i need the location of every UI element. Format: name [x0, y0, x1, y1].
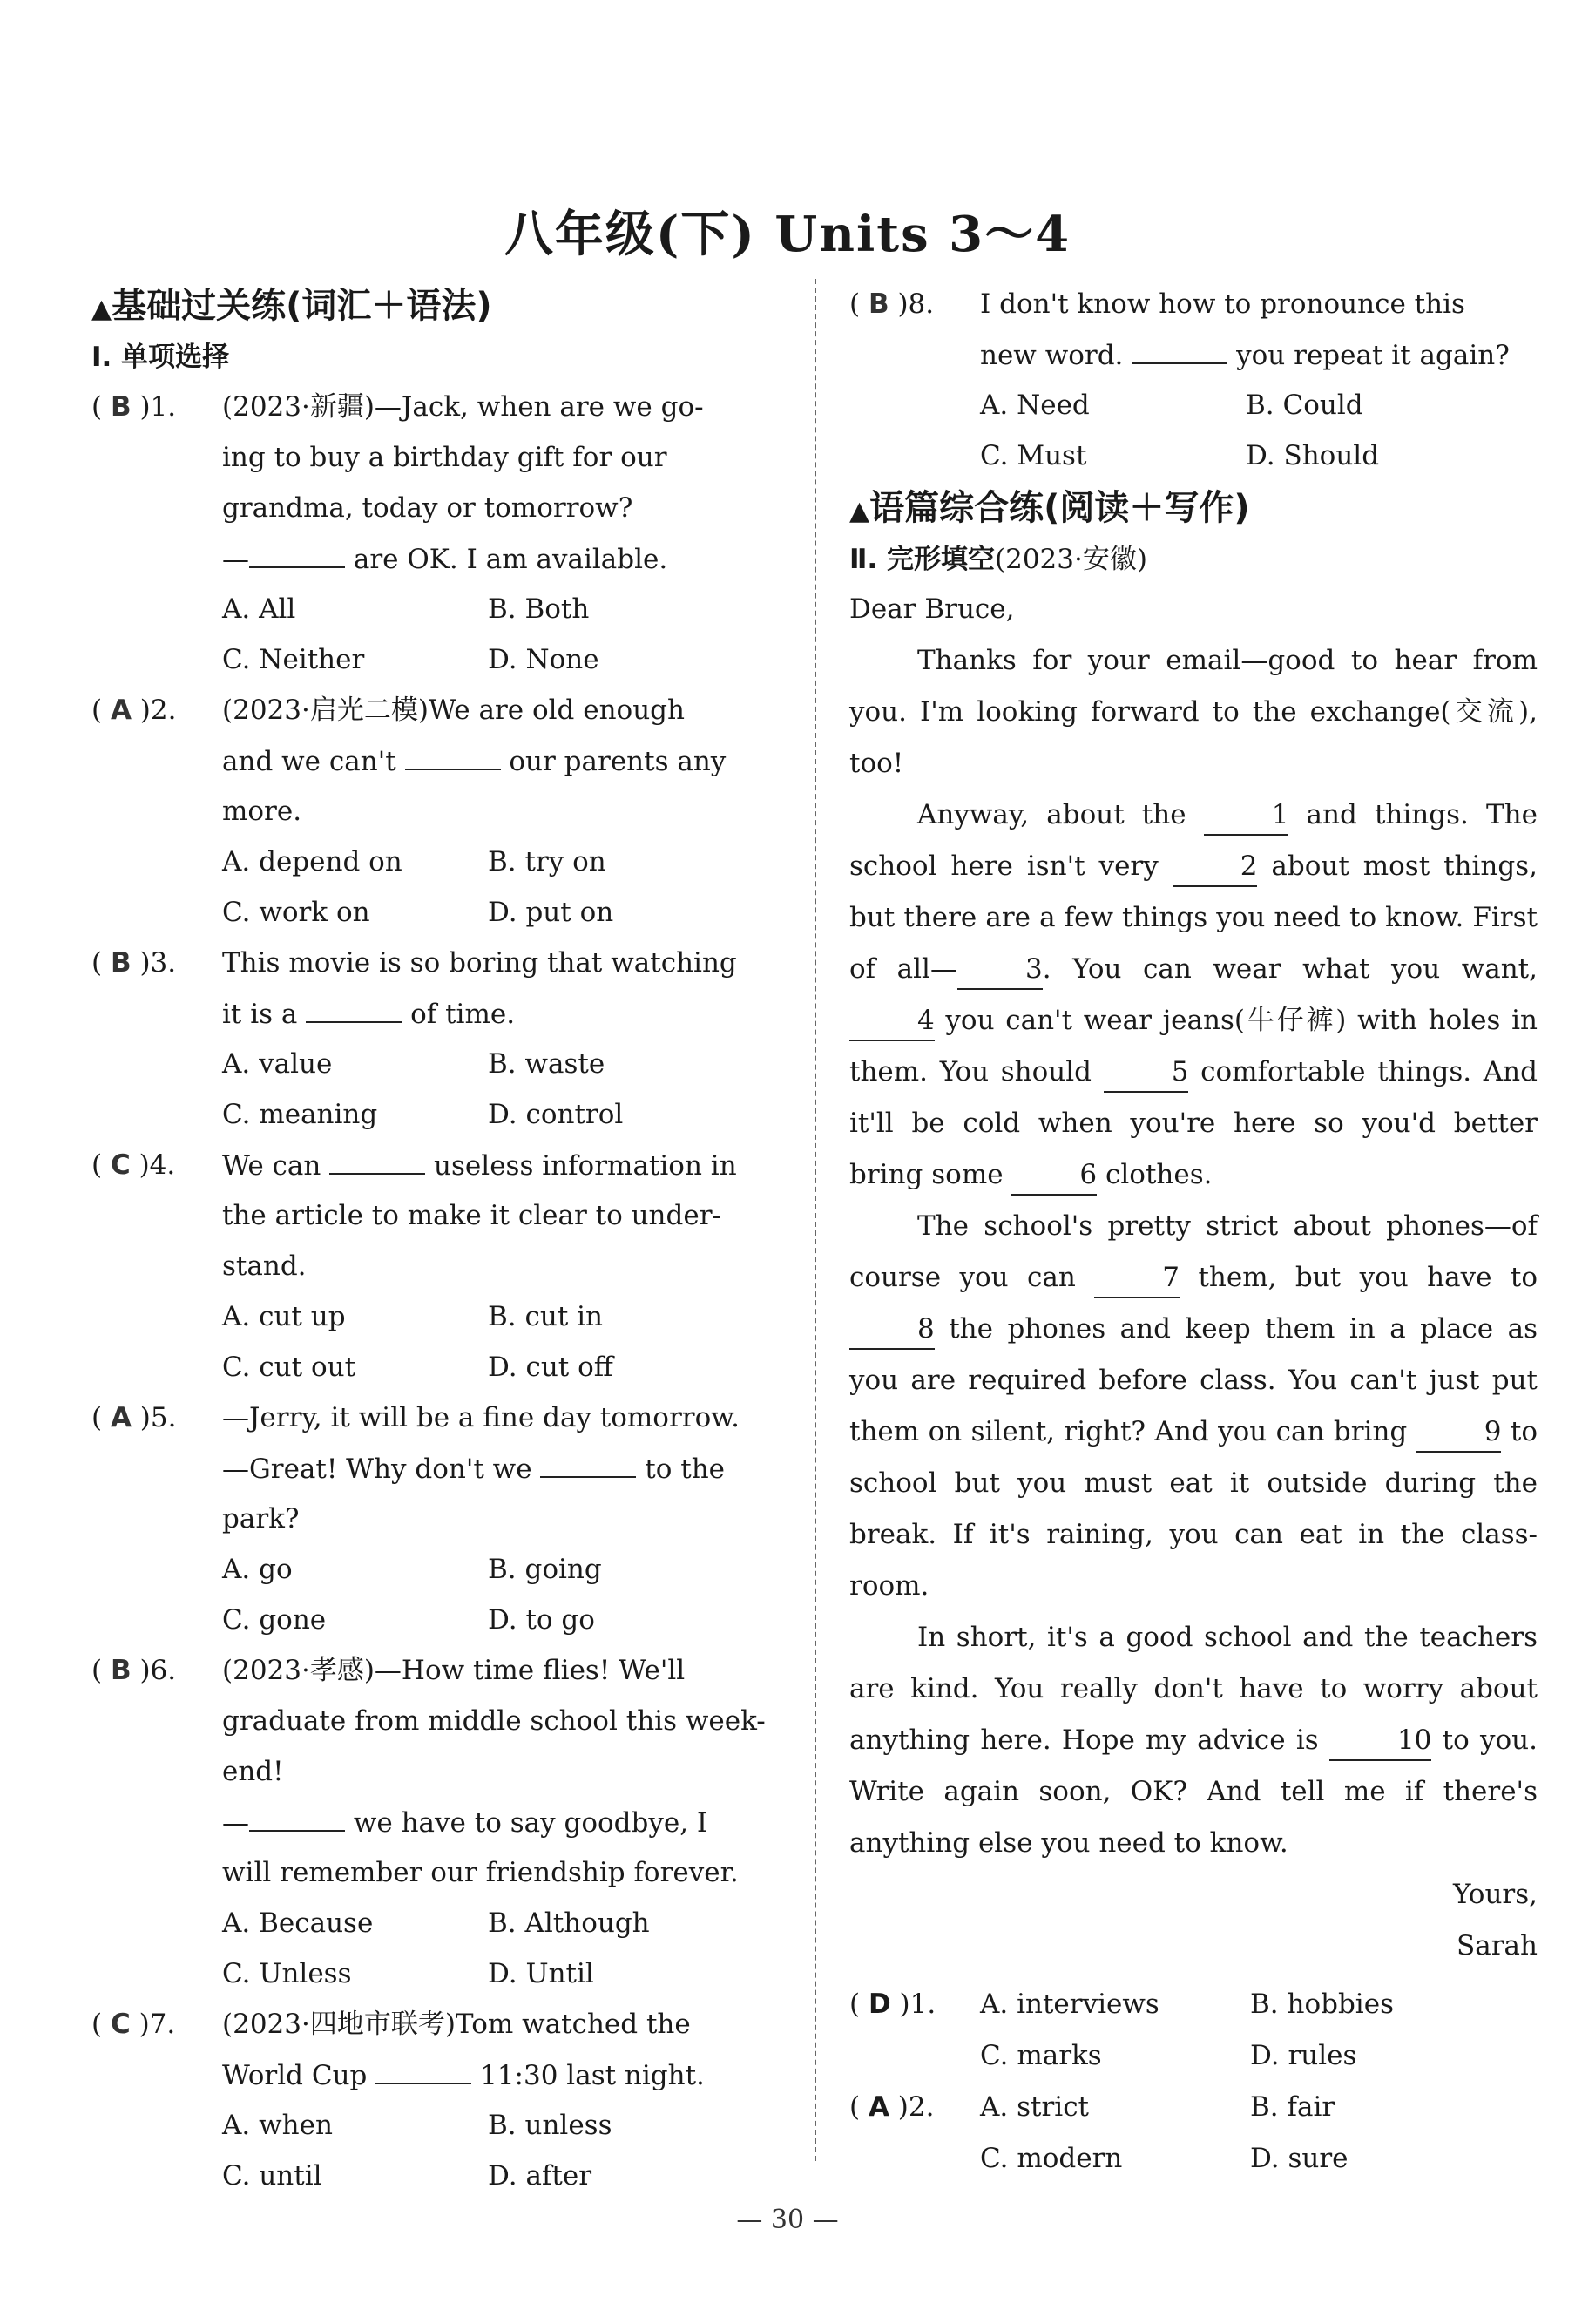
option: A. Because: [222, 1907, 374, 1939]
answer-blank: [375, 2050, 471, 2084]
part1-heading: Ⅰ. 单项选择: [91, 342, 230, 373]
question-list-continued: [849, 279, 1538, 481]
column-divider: [815, 279, 816, 2161]
part2-heading: Ⅱ. 完形填空(2023·安徽): [849, 544, 1147, 575]
question-list: [91, 382, 788, 2201]
option: D. put on: [488, 897, 614, 928]
left-column: [91, 279, 788, 2201]
question-item: [91, 1140, 788, 1392]
blank-3: 3: [957, 950, 1043, 990]
option-row: [222, 887, 788, 938]
letter-paragraph-2: Anyway, about the 1 and things. The school here isn't very 2 about most things, but there are a few things you need to know. First of all— 3. You can wear what you want, 4 you can't wear jeans(牛仔裤) with holes in them. You should 5 comfortable things. And it'll be cold when you're here so you'd better bring some 6 clothes.: [849, 789, 1538, 1201]
question-text: (2023·启光二模)We are old enough: [222, 694, 685, 726]
option-row: [222, 1039, 788, 1089]
answer-mark: ( A )2.: [91, 694, 177, 726]
option: D. cut off: [488, 1352, 613, 1383]
section-heading-reading: ▲语篇综合练(阅读＋写作): [849, 488, 1250, 528]
question-item: [91, 382, 788, 685]
answer-blank: [249, 1797, 345, 1832]
answer-mark: ( B )3.: [91, 947, 177, 979]
question-item: [91, 1645, 788, 1999]
option-row: [222, 1342, 788, 1392]
triangle-icon: ▲: [849, 496, 870, 526]
letter-paragraph-4: In short, it's a good school and the teachers are kind. You really don't have to worry about anything here. Hope my advice is 10 to you. Write again soon, OK? And tell me if there's anything else you need to know.: [849, 1622, 1538, 1859]
blank-10: 10: [1329, 1721, 1431, 1761]
question-text: (2023·孝感)—How time flies! We'll: [222, 1655, 686, 1686]
option-row: [980, 2082, 1538, 2133]
question-text: new word. you repeat it again?: [980, 329, 1538, 380]
option: B. going: [488, 1554, 602, 1585]
blank-2: 2: [1173, 847, 1258, 887]
right-column: [849, 279, 1538, 2185]
blank-8: 8: [849, 1310, 935, 1350]
answer-mark: ( C )4.: [91, 1149, 176, 1181]
question-item: [91, 1999, 788, 2201]
question-text: This movie is so boring that watching: [222, 947, 737, 979]
option-row: [222, 837, 788, 887]
option: B. waste: [488, 1048, 605, 1080]
option: A. interviews: [980, 1989, 1159, 2020]
question-item: [849, 279, 1538, 481]
option: B. Both: [488, 593, 590, 625]
option-row: [980, 2133, 1538, 2185]
answer-blank: [1132, 329, 1227, 364]
question-text: —Jerry, it will be a fine day tomorrow.: [222, 1402, 740, 1433]
option-row: [980, 380, 1538, 430]
blank-1: 1: [1204, 796, 1289, 836]
option: B. fair: [1250, 2091, 1335, 2123]
option: D. rules: [1250, 2040, 1357, 2071]
option: D. sure: [1250, 2143, 1349, 2174]
cloze-question: [849, 1979, 1538, 2082]
option-row: [222, 1291, 788, 1342]
question-text: park?: [222, 1503, 300, 1535]
option: A. value: [222, 1048, 333, 1080]
option-row: [222, 1544, 788, 1595]
option-row: [980, 1979, 1538, 2030]
option-row: [222, 1595, 788, 1645]
letter-closing: Yours,: [1453, 1879, 1538, 1910]
option: B. hobbies: [1250, 1989, 1394, 2020]
option: A. when: [222, 2110, 333, 2141]
option: D. Until: [488, 1958, 594, 1989]
option: D. None: [488, 644, 599, 675]
option: C. Neither: [222, 644, 365, 675]
question-text: more.: [222, 796, 302, 827]
option: D. to go: [488, 1604, 595, 1636]
blank-7: 7: [1094, 1258, 1180, 1298]
option: A. depend on: [222, 846, 402, 877]
option-row: [222, 1898, 788, 1948]
question-text: —Great! Why don't we to the: [222, 1443, 788, 1494]
option: A. cut up: [222, 1301, 346, 1332]
blank-6: 6: [1011, 1155, 1097, 1196]
answer-mark: ( C )7.: [91, 2009, 176, 2040]
letter-signature: Sarah: [1457, 1930, 1538, 1962]
letter-greeting: Dear Bruce,: [849, 593, 1015, 625]
blank-5: 5: [1104, 1053, 1189, 1093]
blank-4: 4: [849, 1001, 935, 1041]
option-row: [222, 2151, 788, 2201]
question-text: ing to buy a birthday gift for our: [222, 442, 667, 473]
question-text: graduate from middle school this week-: [222, 1705, 766, 1737]
question-text: grandma, today or tomorrow?: [222, 492, 633, 524]
answer-blank: [306, 988, 402, 1023]
triangle-icon: ▲: [91, 294, 112, 324]
option: A. go: [222, 1554, 293, 1585]
answer-mark: ( B )8.: [849, 288, 935, 320]
option: C. until: [222, 2160, 322, 2192]
option: A. strict: [980, 2091, 1090, 2123]
option: C. marks: [980, 2040, 1102, 2071]
option: D. after: [488, 2160, 592, 2192]
option: C. meaning: [222, 1099, 378, 1130]
page-title: 八年级(下) Units 3～4: [504, 206, 1071, 263]
option: B. unless: [488, 2110, 612, 2141]
question-text: stand.: [222, 1250, 307, 1282]
option-row: [222, 1948, 788, 1999]
section-heading-basic: ▲基础过关练(词汇＋语法): [91, 286, 492, 326]
question-text: and we can't our parents any: [222, 735, 788, 786]
option: D. Should: [1246, 440, 1380, 471]
question-text: will remember our friendship forever.: [222, 1857, 739, 1888]
option-row: [222, 1089, 788, 1140]
letter-paragraph-1: Thanks for your email—good to hear from you. I'm looking forward to the exchange(交流), too!: [849, 645, 1538, 779]
question-text: World Cup 11:30 last night.: [222, 2050, 788, 2100]
question-text: We can useless information in: [222, 1140, 788, 1190]
blank-9: 9: [1416, 1413, 1502, 1453]
option: C. modern: [980, 2143, 1123, 2174]
answer-mark: ( A )2.: [849, 2091, 935, 2123]
letter-paragraph-3: The school's pretty strict about phones—of course you can 7 them, but you have to 8 the phones and keep them in a place as you are required before class. You can't just put them on silent, right? And you can bring 9 to school but you must eat it outside during the break. If it's raining, you can eat in the class-room.: [849, 1210, 1538, 1602]
question-text: — are OK. I am available.: [222, 533, 788, 584]
question-text: it is a of time.: [222, 988, 788, 1039]
answer-mark: ( D )1.: [849, 1989, 936, 2020]
option: A. Need: [980, 390, 1090, 421]
question-text: I don't know how to pronounce this: [980, 288, 1465, 320]
option: B. cut in: [488, 1301, 604, 1332]
answer-blank: [249, 533, 345, 568]
option-row: [980, 2030, 1538, 2082]
page-number: — 30 —: [736, 2205, 839, 2235]
option-row: [222, 584, 788, 634]
answer-blank: [405, 735, 501, 770]
option: B. Although: [488, 1907, 650, 1939]
question-text: (2023·新疆)—Jack, when are we go-: [222, 391, 704, 423]
answer-mark: ( A )5.: [91, 1402, 177, 1433]
answer-mark: ( B )6.: [91, 1655, 177, 1686]
option: C. cut out: [222, 1352, 356, 1383]
answer-blank: [329, 1140, 425, 1175]
option: C. gone: [222, 1604, 327, 1636]
option: B. try on: [488, 846, 606, 877]
question-item: [91, 685, 788, 938]
option-row: [222, 634, 788, 685]
question-text: — we have to say goodbye, I: [222, 1797, 788, 1847]
answer-blank: [540, 1443, 636, 1478]
option: D. control: [488, 1099, 624, 1130]
answer-mark: ( B )1.: [91, 391, 177, 423]
question-text: (2023·四地市联考)Tom watched the: [222, 2009, 691, 2040]
cloze-question: [849, 2082, 1538, 2185]
question-item: [91, 1392, 788, 1645]
option-row: [222, 2100, 788, 2151]
question-text: end!: [222, 1756, 284, 1787]
option: A. All: [222, 593, 296, 625]
question-item: [91, 938, 788, 1140]
option-row: [980, 430, 1538, 481]
cloze-question-list: [849, 1979, 1538, 2185]
option: C. work on: [222, 897, 370, 928]
option: C. Unless: [222, 1958, 352, 1989]
question-text: the article to make it clear to under-: [222, 1200, 722, 1231]
option: C. Must: [980, 440, 1087, 471]
option: B. Could: [1246, 390, 1363, 421]
